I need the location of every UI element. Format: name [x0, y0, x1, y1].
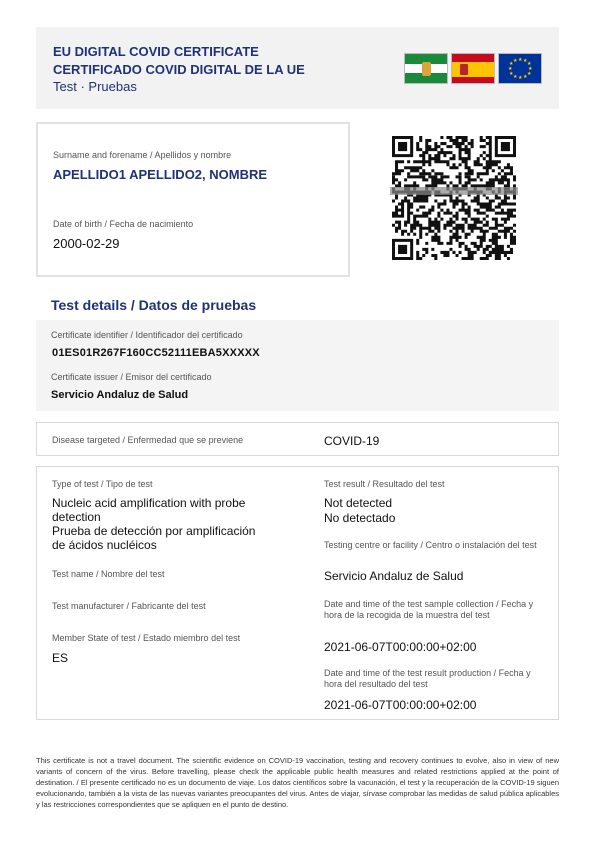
- test-result-en: Not detected: [324, 496, 393, 510]
- title-en: EU DIGITAL COVID CERTIFICATE: [53, 44, 259, 59]
- sample-collection-label: Date and time of the test sample collection / Fecha y hora de la recogida de la muestra del test: [324, 599, 534, 620]
- date-of-birth: 2000-02-29: [53, 236, 120, 251]
- sample-collection-datetime: 2021-06-07T00:00:00+02:00: [324, 640, 477, 654]
- name-label: Surname and forename / Apellidos y nombre: [53, 150, 232, 160]
- certificate-info-panel: [36, 320, 559, 411]
- test-type-label: Type of test / Tipo de test: [52, 479, 153, 489]
- holder-name: APELLIDO1 APELLIDO2, NOMBRE: [53, 167, 268, 182]
- certificate-id-label: Certificate identifier / Identificador del certificado: [51, 330, 243, 340]
- test-manufacturer-label: Test manufacturer / Fabricante del test: [52, 601, 206, 611]
- test-name-label: Test name / Nombre del test: [52, 569, 165, 579]
- spain-flag-icon: [451, 53, 495, 84]
- section-title: Test details / Datos de pruebas: [51, 297, 257, 313]
- eu-flag-icon: ★ ★ ★ ★ ★ ★ ★ ★ ★ ★ ★ ★: [498, 53, 542, 84]
- member-state-value: ES: [52, 651, 69, 665]
- qr-code: [392, 136, 516, 260]
- member-state-label: Member State of test / Estado miembro del test: [52, 633, 241, 643]
- holder-info-card: [36, 122, 350, 277]
- disease-value: COVID-19: [324, 434, 380, 448]
- test-result-label: Test result / Resultado del test: [324, 479, 445, 489]
- andalusia-flag-icon: [404, 53, 448, 84]
- testing-centre-label: Testing centre or facility / Centro o instalación del test: [324, 540, 537, 550]
- test-result-es: No detectado: [324, 511, 396, 525]
- certificate-subtitle: Test · Pruebas: [53, 79, 137, 94]
- qr-redaction-bar: [390, 187, 518, 195]
- certificate-issuer: Servicio Andaluz de Salud: [51, 389, 189, 401]
- test-type-value: Nucleic acid amplification with probe detection Prueba de detección por amplificación de ácidos nucléicos: [52, 496, 256, 552]
- certificate-header: [36, 27, 559, 109]
- disease-label: Disease targeted / Enfermedad que se previene: [52, 435, 244, 445]
- disclaimer-text: This certificate is not a travel document. The scientific evidence on COVID-19 vaccination, testing and recovery continues to evolve, also in view of new variants of concern of the virus. Before travelling, please check the applicable public health measures and related restrictions applied at the point of destination. / El presente certificado no es un documento de viaje. Los datos científicos sobre la vacunación, el test y la recuperación de la COVID-19 siguen evolucionando, también a la vista de las nuevas variantes preocupantes del virus. Antes de viajar, sírvase comprobar las medidas de salud pública aplicables y las restricciones correspondientes que se apliquen en el punto de destino.: [36, 756, 559, 809]
- issuer-label: Certificate issuer / Emisor del certificado: [51, 372, 212, 382]
- disease-row: [36, 422, 559, 456]
- title-es: CERTIFICADO COVID DIGITAL DE LA UE: [53, 62, 305, 77]
- testing-centre-value: Servicio Andaluz de Salud: [324, 569, 464, 583]
- test-details-card: [36, 466, 559, 720]
- certificate-id: 01ES01R267F160CC52111EBA5XXXXX: [52, 347, 260, 359]
- result-production-datetime: 2021-06-07T00:00:00+02:00: [324, 698, 477, 712]
- dob-label: Date of birth / Fecha de nacimiento: [53, 219, 194, 229]
- result-production-label: Date and time of the test result production / Fecha y hora del resultado del test: [324, 668, 531, 689]
